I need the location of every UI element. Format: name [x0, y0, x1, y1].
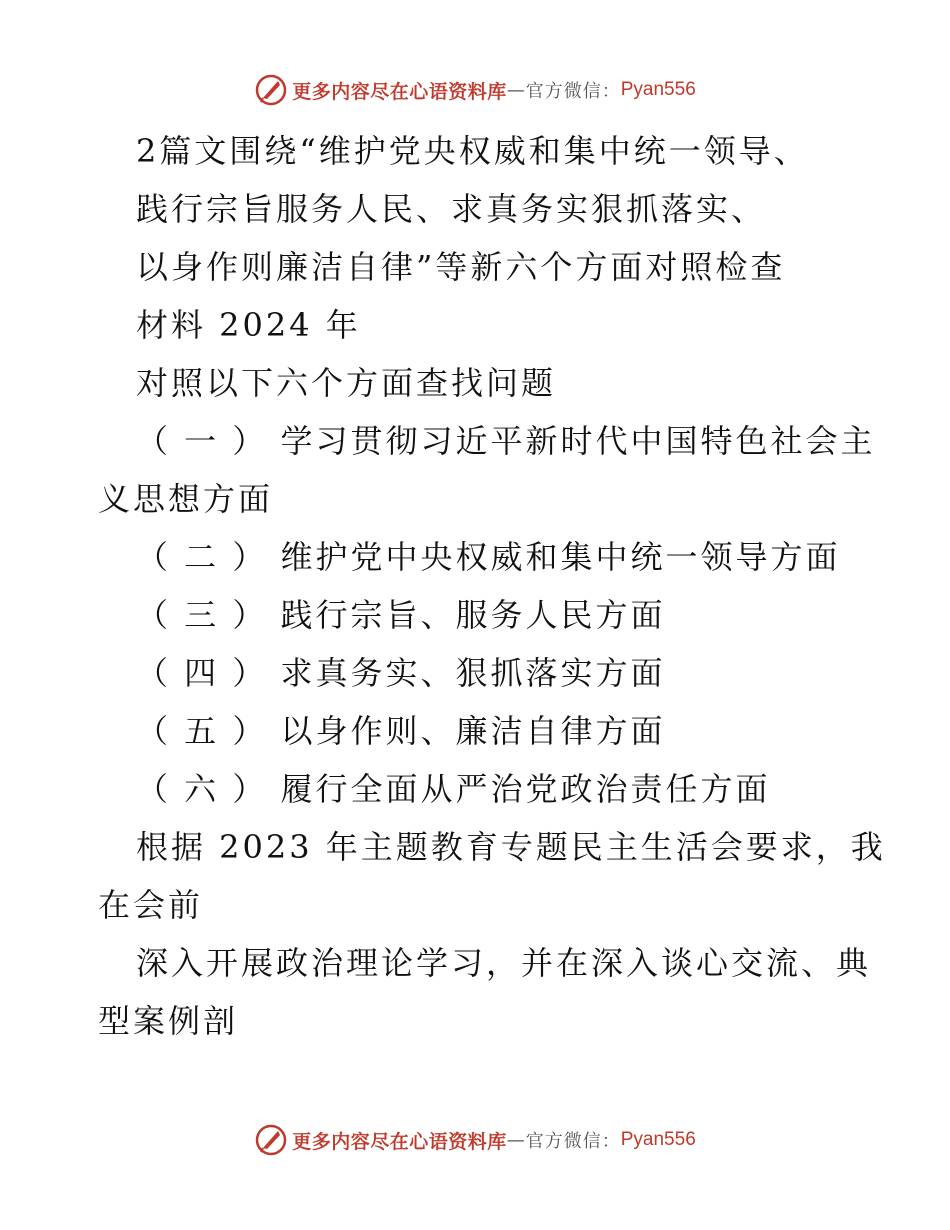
paragraph-line: 深入开展政治理论学习，并在深入谈心交流、典 [136, 944, 872, 982]
paragraph-line: 对照以下六个方面查找问题 [136, 364, 557, 402]
watermark-footer [0, 1120, 950, 1160]
title-line: 2篇文围绕“维护党央权威和集中统一领导、 [136, 132, 809, 170]
paragraph-line: 型案例剖 [98, 1002, 239, 1040]
watermark-contact-id: Pyan556 [620, 1129, 696, 1150]
list-item-line: （ 二 ） 维护党中央权威和集中统一领导方面 [136, 538, 841, 576]
watermark-separator: — [506, 1129, 526, 1151]
watermark-header [0, 70, 950, 110]
title-line: 践行宗旨服务人民、求真务实狠抓落实、 [136, 190, 767, 228]
quill-logo-icon [254, 1123, 288, 1157]
list-item-line: （ 三 ） 践行宗旨、服务人民方面 [136, 596, 666, 634]
title-line: 以身作则廉洁自律”等新六个方面对照检查 [136, 248, 786, 286]
watermark-site-text: 更多内容尽在心语资料库 [292, 80, 507, 103]
watermark-separator: — [506, 79, 526, 101]
watermark-contact-label: 官方微信： [525, 1131, 621, 1152]
paragraph-line: 在会前 [98, 886, 204, 924]
document-body [98, 122, 886, 1050]
watermark-contact-label: 官方微信： [525, 81, 621, 102]
list-item-line: 义思想方面 [98, 480, 274, 518]
list-item-line: （ 一 ） 学习贯彻习近平新时代中国特色社会主 [136, 422, 876, 460]
watermark-site-text: 更多内容尽在心语资料库 [292, 1130, 507, 1153]
quill-logo-icon [254, 73, 288, 107]
list-item-line: （ 四 ） 求真务实、狠抓落实方面 [136, 654, 666, 692]
title-line: 材料 2024 年 [136, 306, 361, 344]
watermark-contact-id: Pyan556 [620, 79, 696, 100]
list-item-line: （ 五 ） 以身作则、廉洁自律方面 [136, 712, 666, 750]
paragraph-line: 根据 2023 年主题教育专题民主生活会要求，我 [136, 828, 886, 866]
list-item-line: （ 六 ） 履行全面从严治党政治责任方面 [136, 770, 771, 808]
